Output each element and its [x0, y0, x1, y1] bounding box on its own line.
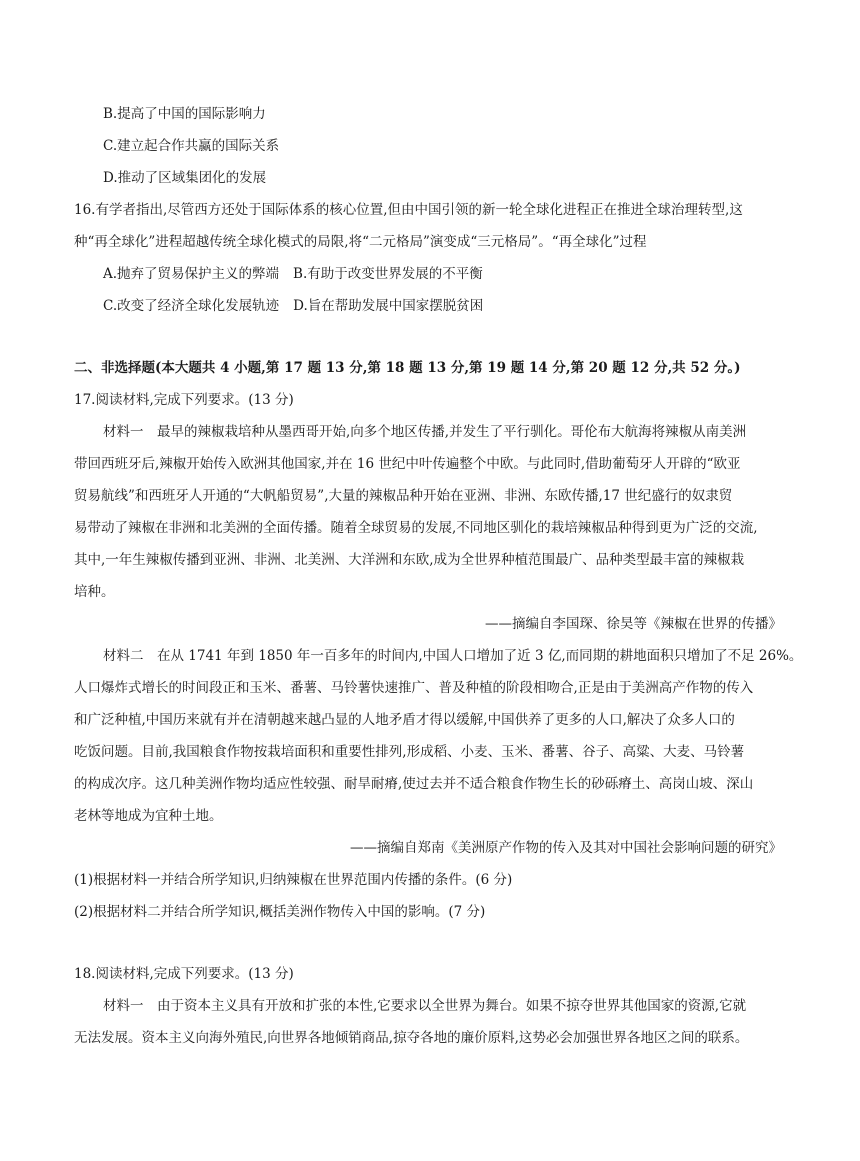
- q16-option-a: A.抛弃了贸易保护主义的弊端: [103, 266, 280, 282]
- q15-option-d: D.推动了区域集团化的发展: [103, 170, 267, 186]
- q17-m1-line: 其中,一年生辣椒传播到亚洲、非洲、北美洲、大洋洲和东欧,成为全世界种植范围最广、品种类型最丰富的辣椒栽: [74, 552, 745, 568]
- section-2-heading: 二、非选择题(本大题共 4 小题,第 17 题 13 分,第 18 题 13 分,第 19 题 14 分,第 20 题 12 分,共 52 分。): [74, 360, 741, 376]
- q17-m2-line: 吃饭问题。目前,我国粮食作物按栽培面积和重要性排列,形成稻、小麦、玉米、番薯、谷子、高粱、大麦、马铃薯: [74, 744, 745, 760]
- q17-requirement-1: (1)根据材料一并结合所学知识,归纳辣椒在世界范围内传播的条件。(6 分): [74, 872, 513, 888]
- q16-stem-line-1: 16.有学者指出,尽管西方还处于国际体系的核心位置,但由中国引领的新一轮全球化进程正在推进全球治理转型,这: [74, 202, 743, 218]
- q16-option-b: B.有助于改变世界发展的不平衡: [293, 266, 483, 282]
- q17-m1-line: 易带动了辣椒在非洲和北美洲的全面传播。随着全球贸易的发展,不同地区驯化的栽培辣椒品种得到更为广泛的交流,: [74, 520, 758, 536]
- q16-stem-line-2: 种“再全球化”进程超越传统全球化模式的局限,将“二元格局”演变成“三元格局”。“再全球化”过程: [74, 234, 647, 250]
- q17-m2-source: ——摘编自郑南《美洲原产作物的传入及其对中国社会影响问题的研究》: [350, 840, 782, 856]
- q17-m1-line: 贸易航线”和西班牙人开通的“大帆船贸易”,大量的辣椒品种开始在亚洲、非洲、东欧传播,17 世纪盛行的奴隶贸: [74, 488, 733, 504]
- q17-m2-line: 人口爆炸式增长的时间段正和玉米、番薯、马铃薯快速推广、普及种植的阶段相吻合,正是由于美洲高产作物的传入: [74, 680, 754, 696]
- q18-m1-line: 材料一 由于资本主义具有开放和扩张的本性,它要求以全世界为舞台。如果不掠夺世界其他国家的资源,它就: [103, 998, 747, 1014]
- q17-m2-line: 材料二 在从 1741 年到 1850 年一百多年的时间内,中国人口增加了近 3 亿,而同期的耕地面积只增加了不足 26%。: [103, 648, 803, 664]
- q17-m1-line: 材料一 最早的辣椒栽培种从墨西哥开始,向多个地区传播,并发生了平行驯化。哥伦布大航海将辣椒从南美洲: [103, 424, 747, 440]
- q17-m2-line: 的构成次序。这几种美洲作物均适应性较强、耐旱耐瘠,使过去并不适合粮食作物生长的砂砾瘠土、高岗山坡、深山: [74, 776, 754, 792]
- q15-option-b: B.提高了中国的国际影响力: [103, 106, 266, 122]
- q18-m1-line: 无法发展。资本主义向海外殖民,向世界各地倾销商品,掠夺各地的廉价原料,这势必会加强世界各地区之间的联系。: [74, 1030, 749, 1046]
- q17-m1-source: ——摘编自李国琛、徐昊等《辣椒在世界的传播》: [485, 616, 782, 632]
- q17-m1-line: 带回西班牙后,辣椒开始传入欧洲其他国家,并在 16 世纪中叶传遍整个中欧。与此同时,借助葡萄牙人开辟的“欧亚: [74, 456, 741, 472]
- q16-option-c: C.改变了经济全球化发展轨迹: [103, 298, 280, 314]
- q18-title: 18.阅读材料,完成下列要求。(13 分): [74, 966, 294, 982]
- q17-m2-line: 老林等地成为宜种土地。: [74, 808, 223, 824]
- q15-option-c: C.建立起合作共赢的国际关系: [103, 138, 280, 154]
- q16-options-row-2: [103, 296, 483, 316]
- q17-requirement-2: (2)根据材料二并结合所学知识,概括美洲作物传入中国的影响。(7 分): [74, 904, 486, 920]
- q17-m1-line: 培种。: [74, 584, 115, 600]
- q16-options-row-1: [103, 264, 483, 284]
- q17-m2-line: 和广泛种植,中国历来就有并在清朝越来越凸显的人地矛盾才得以缓解,中国供养了更多的人口,解决了众多人口的: [74, 712, 735, 728]
- q16-option-d: D.旨在帮助发展中国家摆脱贫困: [293, 298, 484, 314]
- q17-title: 17.阅读材料,完成下列要求。(13 分): [74, 392, 294, 408]
